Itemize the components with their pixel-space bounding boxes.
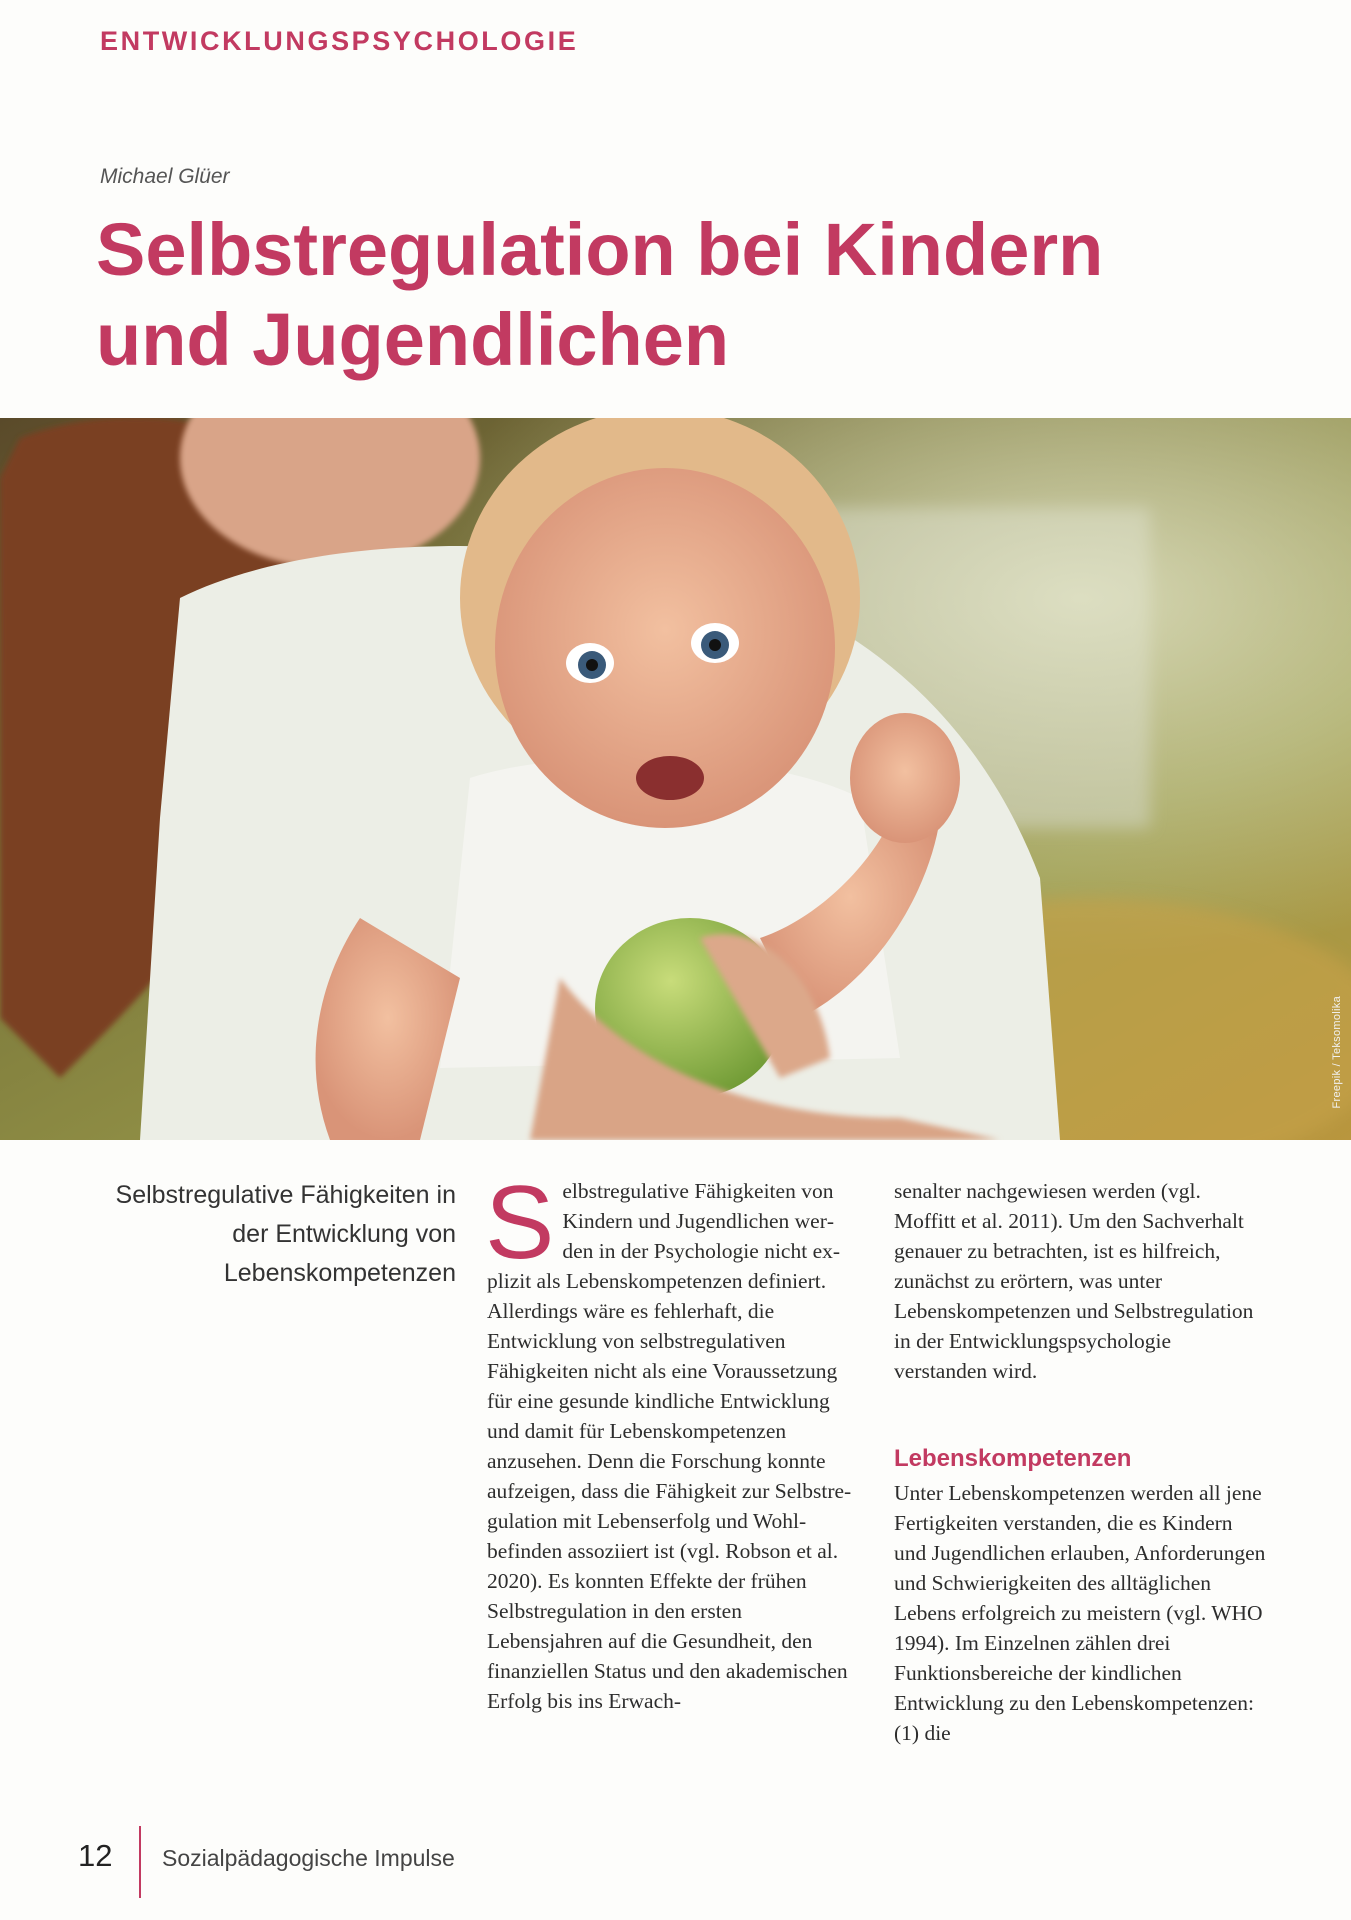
author-name: Michael Glüer [100, 165, 230, 188]
publication-name: Sozialpädagogische Impulse [162, 1845, 455, 1871]
page-number: 12 [78, 1838, 113, 1873]
photo-credit: Freepik / Teksomolika [1331, 995, 1343, 1108]
article-title: Selbstregulation bei Kindern und Jugendlichen [96, 208, 1104, 381]
paragraph-intro [485, 1165, 853, 1716]
drop-cap: S [485, 1165, 555, 1281]
hero-photo [0, 418, 1351, 1140]
intro-text: elbstregulative Fähigkeiten von Kindern und Jugendlichen werden in der Psychologie nicht explizit als Lebenskompetenzen definiert. Allerdings wäre es fehlerhaft, die Entwicklung von selbstregulativen Fähigkeiten nicht als eine Voraussetzung für eine gesunde kindliche Entwicklung und damit für Lebenskompetenzen anzusehen. Denn die Forschung konnte aufzeigen, dass die Fähigkeit zur Selbstregulation mit Lebenserfolg und Wohlbefinden assoziiert ist (vgl. Robson et al. 2020). Es konnten Effekte der frühen Selbstregulation in den ersten Lebensjahren auf die Gesundheit, den finanziellen Status und den akademischen Erfolg bis ins Erwach- [487, 1179, 852, 1713]
body-column-2 [894, 1176, 1266, 1748]
paragraph-intro-continued: senalter nachgewiesen werden (vgl. Moffitt et al. 2011). Um den Sachverhalt genauer zu betrachten, ist es hilfreich, zunächst zu erörtern, was unter Lebenskompetenzen und Selbstregulation in der Entwicklungspsychologie verstanden wird. [894, 1179, 1254, 1383]
footer-divider [139, 1826, 141, 1898]
body-column-1 [485, 1165, 853, 1716]
article-lede: Selbstregulative Fähigkeiten in der Entwicklung von Lebenskompetenzen [115, 1181, 456, 1287]
section-heading: Lebenskompetenzen [894, 1445, 1132, 1472]
paragraph-lebenskompetenzen: Unter Lebenskompetenzen werden all jene Fertigkeiten verstanden, die es Kindern und Jugendlichen erlauben, Anforderungen und Schwierigkeiten des alltäglichen Lebens erfolgreich zu meistern (vgl. WHO 1994). Im Einzelnen zählen drei Funktionsbereiche der kindlichen Entwicklung zu den Lebenskompetenzen: (1) die [894, 1481, 1266, 1745]
section-rubric: ENTWICKLUNGSPSYCHOLOGIE [100, 26, 579, 56]
